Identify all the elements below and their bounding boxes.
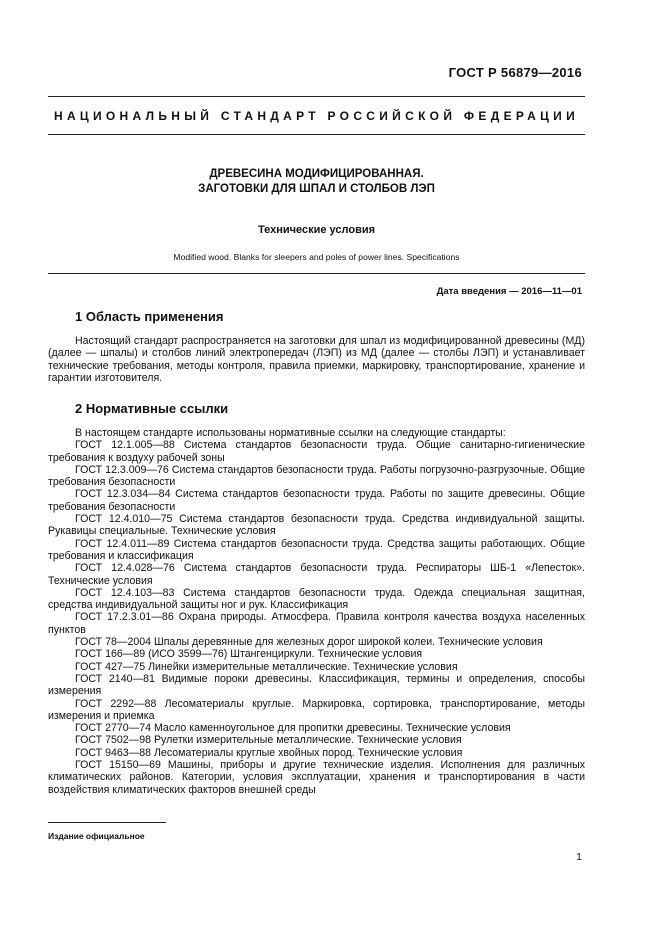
gost-number: ГОСТ Р 56879—2016 — [448, 65, 582, 80]
title-line-1: ДРЕВЕСИНА МОДИФИЦИРОВАННАЯ. — [209, 168, 424, 180]
section-2-heading: 2 Нормативные ссылки — [75, 401, 229, 416]
refs-intro: В настоящем стандарте использованы нормативные ссылки на следующие стандарты: — [75, 427, 506, 439]
ref-item: ГОСТ 12.4.103—83 Система стандартов безопасности труда. Одежда специальная защитная, средства индивидуальной защиты ног и рук. Классификация — [48, 586, 585, 612]
ref-item: ГОСТ 166—89 (ИСО 3599—76) Штангенциркули. Технические условия — [75, 648, 423, 661]
national-standard-banner: НАЦИОНАЛЬНЫЙ СТАНДАРТ РОССИЙСКОЙ ФЕДЕРАЦИИ — [53, 109, 580, 123]
page-number: 1 — [576, 851, 582, 863]
ref-item: ГОСТ 12.4.011—89 Система стандартов безопасности труда. Средства защиты работающих. Общие требования и классификация — [48, 537, 585, 562]
ref-item: ГОСТ 12.3.009—76 Система стандартов безопасности труда. Работы погрузочно-разгрузочные. Общие требования безопасности — [48, 463, 585, 489]
banner-bottom-rule — [48, 134, 585, 135]
ref-item: ГОСТ 12.4.010—75 Система стандартов безопасности труда. Средства индивидуальной защиты. Рукавицы специальные. Технические условия — [48, 513, 585, 538]
ref-item: ГОСТ 2770—74 Масло каменноугольное для пропитки древесины. Технические условия — [75, 722, 511, 735]
introduction-date: Дата введения — 2016—11—01 — [436, 286, 582, 297]
english-title: Modified wood. Blanks for sleepers and poles of power lines. Specifications — [173, 252, 460, 262]
document-title — [48, 167, 585, 197]
ref-item: ГОСТ 427—75 Линейки измерительные металлические. Технические условия — [75, 660, 458, 673]
title-bottom-rule — [48, 273, 585, 274]
ref-item: ГОСТ 9463—88 Лесоматериалы круглые хвойных пород. Технические условия — [75, 746, 463, 759]
top-rule — [48, 96, 585, 97]
document-subtitle: Технические условия — [257, 224, 376, 236]
ref-item: ГОСТ 2292—88 Лесоматериалы круглые. Маркировка, сортировка, транспортирование, методы измерения и приемка — [48, 697, 585, 722]
ref-item: ГОСТ 12.1.005—88 Система стандартов безопасности труда. Общие санитарно-гигиенические требования к воздуху рабочей зоны — [48, 439, 585, 464]
ref-item: ГОСТ 7502—98 Рулетки измерительные металлические. Технические условия — [75, 734, 462, 747]
section-1-text — [48, 335, 585, 384]
footer-rule — [48, 822, 166, 823]
ref-item: ГОСТ 15150—69 Машины, приборы и другие технические изделия. Исполнения для различных климатических районов. Категории, условия эксплуатации, хранения и транспортирования в части воздействия климатических факторов внешней среды — [48, 759, 585, 796]
ref-item: ГОСТ 78—2004 Шпалы деревянные для железных дорог широкой колеи. Технические условия — [75, 636, 543, 649]
ref-item: ГОСТ 17.2.3.01—86 Охрана природы. Атмосфера. Правила контроля качества воздуха населенных пунктов — [48, 611, 585, 636]
ref-item: ГОСТ 12.3.034—84 Система стандартов безопасности труда. Работы по защите древесины. Общие требования безопасности — [48, 488, 585, 513]
section-1-heading: 1 Область применения — [75, 309, 224, 324]
scope-paragraph: Настоящий стандарт распространяется на заготовки для шпал из модифицированной древесины (МД) (далее — шпалы) и столбов линий электропередач (ЛЭП) из МД (далее — столбы ЛЭП) и устанавливает технические требования, методы контроля, правила приемки, маркировку, транспортирование, хранение и гарантии изготовителя. — [48, 335, 585, 384]
official-edition-label: Издание официальное — [48, 831, 145, 841]
title-line-2: ЗАГОТОВКИ ДЛЯ ШПАЛ И СТОЛБОВ ЛЭП — [198, 183, 435, 195]
ref-item: ГОСТ 2140—81 Видимые пороки древесины. Классификация, термины и определения, способы измерения — [48, 672, 585, 698]
ref-item: ГОСТ 12.4.028—76 Система стандартов безопасности труда. Респираторы ШБ-1 «Лепесток». Технические условия — [48, 562, 585, 587]
section-2-text — [48, 427, 585, 796]
